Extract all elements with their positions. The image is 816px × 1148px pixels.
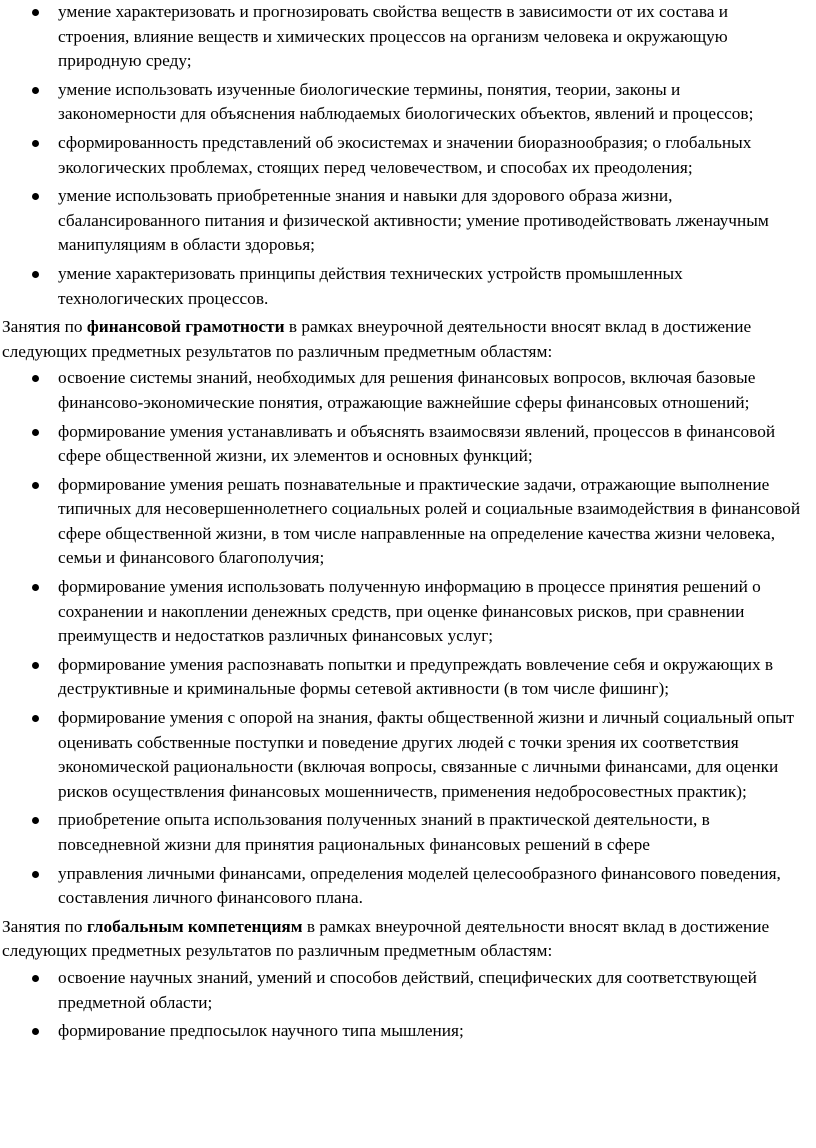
financial-literacy-intro: [2, 315, 816, 364]
list-item-text: умение использовать изученные биологические термины, понятия, теории, законы и закономерности для объяснения наблюдаемых биологических объектов, явлений и процессов;: [58, 79, 754, 124]
bullet-icon: [32, 715, 39, 722]
bullet-icon: [32, 817, 39, 824]
para-text: Занятия по: [2, 916, 87, 936]
list-item-text: формирование предпосылок научного типа мышления;: [58, 1021, 464, 1041]
para-text: Занятия по: [2, 317, 87, 337]
list-item-text: формирование умения устанавливать и объяснять взаимосвязи явлений, процессов в финансовой сфере общественной жизни, их элементов и основных функций;: [58, 421, 776, 466]
bullet-icon: [32, 584, 39, 591]
bullet-icon: [32, 975, 39, 982]
list-item: [2, 653, 816, 702]
list-item: [2, 262, 816, 311]
chemistry-biology-results-list: [2, 0, 816, 311]
bullet-icon: [32, 482, 39, 489]
list-item-text: формирование умения с опорой на знания, факты общественной жизни и личный социальный опыт оценивать собственные поступки и поведение других людей с точки зрения их соответствия экономической рациональности (включая вопросы, связанные с личными финансами, для оценки рисков осуществления финансовых мошенничеств, применения недобросовестных практик);: [58, 708, 795, 801]
bullet-icon: [32, 429, 39, 436]
bullet-icon: [32, 140, 39, 147]
bullet-icon: [32, 9, 39, 16]
list-item-text: умение использовать приобретенные знания и навыки для здорового образа жизни, сбалансированного питания и физической активности; умение противодействовать лженаучным манипуляциям в области здоровья;: [58, 186, 769, 255]
global-competencies-results-list: [2, 966, 816, 1044]
para-bold-term: финансовой грамотности: [86, 317, 285, 337]
bullet-icon: [32, 871, 39, 878]
list-item-text: формирование умения решать познавательные и практические задачи, отражающие выполнение типичных для несовершеннолетнего социальных ролей и социальные взаимодействия в финансовой сфере общественной жизни, в том числе направленные на определение качества жизни человека, семьи и финансового благополучия;: [58, 474, 801, 568]
bullet-icon: [32, 662, 39, 669]
bullet-icon: [32, 375, 39, 382]
list-item: [2, 706, 816, 804]
list-item: [2, 575, 816, 649]
global-competencies-intro: [2, 915, 816, 964]
para-text: в рамках внеурочной деятельности вносят вклад в достижение следующих предметных результатов по различным предметным областям:: [2, 317, 752, 361]
bullet-icon: [32, 193, 39, 200]
list-item: [2, 366, 816, 415]
list-item: [2, 184, 816, 258]
list-item: [2, 862, 816, 911]
list-item: [2, 1019, 816, 1044]
list-item: [2, 966, 816, 1015]
list-item-text: умение характеризовать и прогнозировать свойства веществ в зависимости от их состава и строения, влияние веществ и химических процессов на организм человека и окружающую природную среду;: [58, 2, 728, 71]
financial-literacy-results-list: [2, 366, 816, 910]
bullet-icon: [32, 1028, 39, 1035]
list-item: [2, 131, 816, 180]
para-text: в рамках внеурочной деятельности вносят вклад в достижение следующих предметных результатов по различным предметным областям:: [2, 916, 770, 961]
list-item-text: приобретение опыта использования полученных знаний в практической деятельности, в повседневной жизни для принятия рациональных финансовых решений в сфере: [58, 810, 710, 854]
bullet-icon: [32, 271, 39, 278]
list-item-text: сформированность представлений об экосистемах и значении биоразнообразия; о глобальных экологических проблемах, стоящих перед человечеством, и способах их преодоления;: [58, 132, 752, 177]
list-item: [2, 78, 816, 127]
list-item-text: освоение научных знаний, умений и способов действий, специфических для соответствующей предметной области;: [58, 967, 757, 1012]
para-bold-term: глобальным компетенциям: [86, 916, 303, 936]
list-item-text: освоение системы знаний, необходимых для решения финансовых вопросов, включая базовые финансово-экономические понятия, отражающие важнейшие сферы финансовых отношений;: [58, 368, 756, 412]
list-item-text: управления личными финансами, определения моделей целесообразного финансового поведения, составления личного финансового плана.: [58, 863, 781, 908]
list-item-text: формирование умения использовать полученную информацию в процессе принятия решений о сохранении и накоплении денежных средств, при оценке финансовых рисков, при сравнении преимуществ и недостатков различных финансовых услуг;: [58, 577, 761, 646]
list-item-text: умение характеризовать принципы действия технических устройств промышленных технологических процессов.: [58, 263, 683, 308]
list-item: [2, 0, 816, 74]
list-item: [2, 808, 816, 857]
list-item: [2, 420, 816, 469]
bullet-icon: [32, 87, 39, 94]
list-item: [2, 473, 816, 571]
list-item-text: формирование умения распознавать попытки и предупреждать вовлечение себя и окружающих в деструктивные и криминальные формы сетевой активности (в том числе фишинг);: [58, 654, 774, 699]
